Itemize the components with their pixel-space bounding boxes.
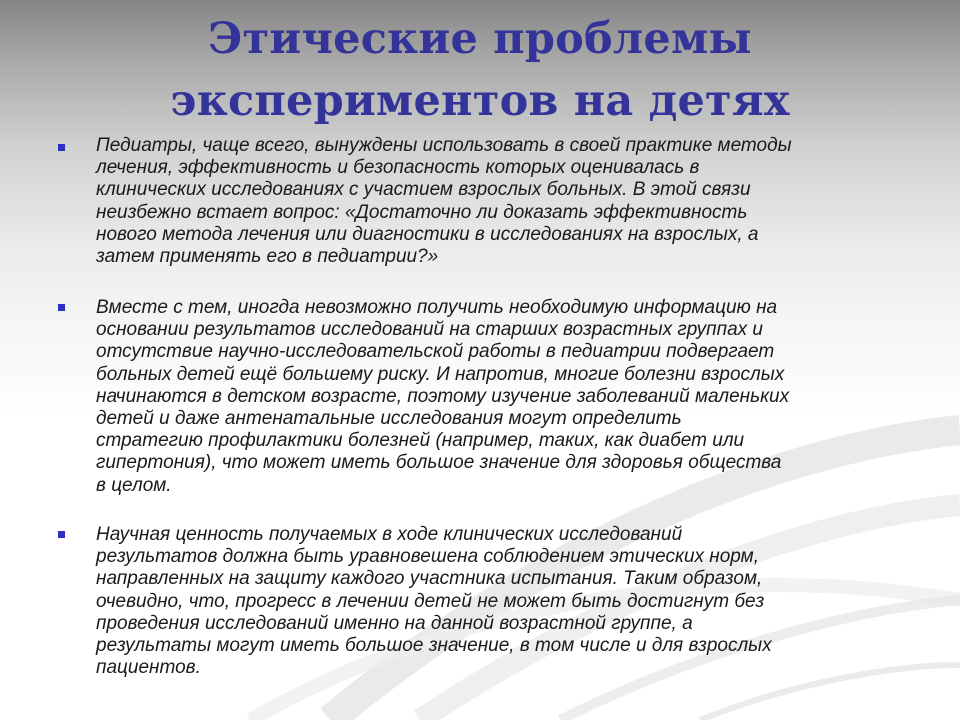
paragraph-line: клинических исследованиях с участием взрослых больных. В этой связи [96, 179, 751, 201]
paragraph-line: детей и даже антенатальные исследования могут определить [96, 408, 682, 430]
paragraph-3 [96, 524, 936, 679]
paragraph-line: лечения, эффективность и безопасность которых оценивалась в [96, 157, 700, 179]
paragraph-line: очевидно, что, прогресс в лечении детей не может быть достигнут без [96, 590, 765, 612]
bullet-icon [58, 144, 68, 154]
paragraph-1 [96, 135, 936, 268]
paragraph-line: основании результатов исследований на старших возрастных группах и [96, 319, 763, 341]
paragraph-line: Педиатры, чаще всего, вынуждены использовать в своей практике методы [96, 135, 792, 156]
paragraph-line: Вместе с тем, иногда невозможно получить необходимую информацию на [96, 297, 778, 318]
slide-title-line-1: Этические проблемы [208, 14, 752, 64]
paragraph-line: отсутствие научно-исследовательской работы в педиатрии подвергает [96, 341, 775, 363]
paragraph-line: нового метода лечения или диагностики в исследованиях на взрослых, а [96, 223, 759, 245]
slide-title-line-2: экспериментов на детях [170, 76, 790, 126]
paragraph-line: гипертония), что может иметь большое значение для здоровья общества [96, 452, 782, 474]
paragraph-2 [96, 297, 936, 497]
paragraph-line: неизбежно встает вопрос: «Достаточно ли доказать эффективность [96, 201, 748, 223]
paragraph-line: начинаются в детском возрасте, поэтому изучение заболеваний маленьких [96, 385, 790, 407]
paragraph-line: стратегию профилактики болезней (например, таких, как диабет или [96, 430, 745, 452]
paragraph-line: в целом. [96, 474, 172, 496]
paragraph-line: результаты могут иметь большое значение, в том числе и для взрослых [96, 635, 772, 657]
paragraph-line: направленных на защиту каждого участника испытания. Таким образом, [96, 568, 763, 590]
paragraph-line: проведения исследований именно на данной возрастной группе, а [96, 612, 693, 634]
bullet-icon [58, 304, 68, 314]
bullet-icon [58, 531, 68, 541]
paragraph-line: затем применять его в педиатрии?» [96, 246, 439, 268]
paragraph-line: Научная ценность получаемых в ходе клинических исследований [96, 524, 683, 545]
paragraph-line: результатов должна быть уравновешена соблюдением этических норм, [96, 546, 759, 568]
paragraph-line: больных детей ещё большему риску. И напротив, многие болезни взрослых [96, 363, 785, 385]
paragraph-line: пациентов. [96, 657, 201, 679]
slide-title [0, 8, 960, 132]
